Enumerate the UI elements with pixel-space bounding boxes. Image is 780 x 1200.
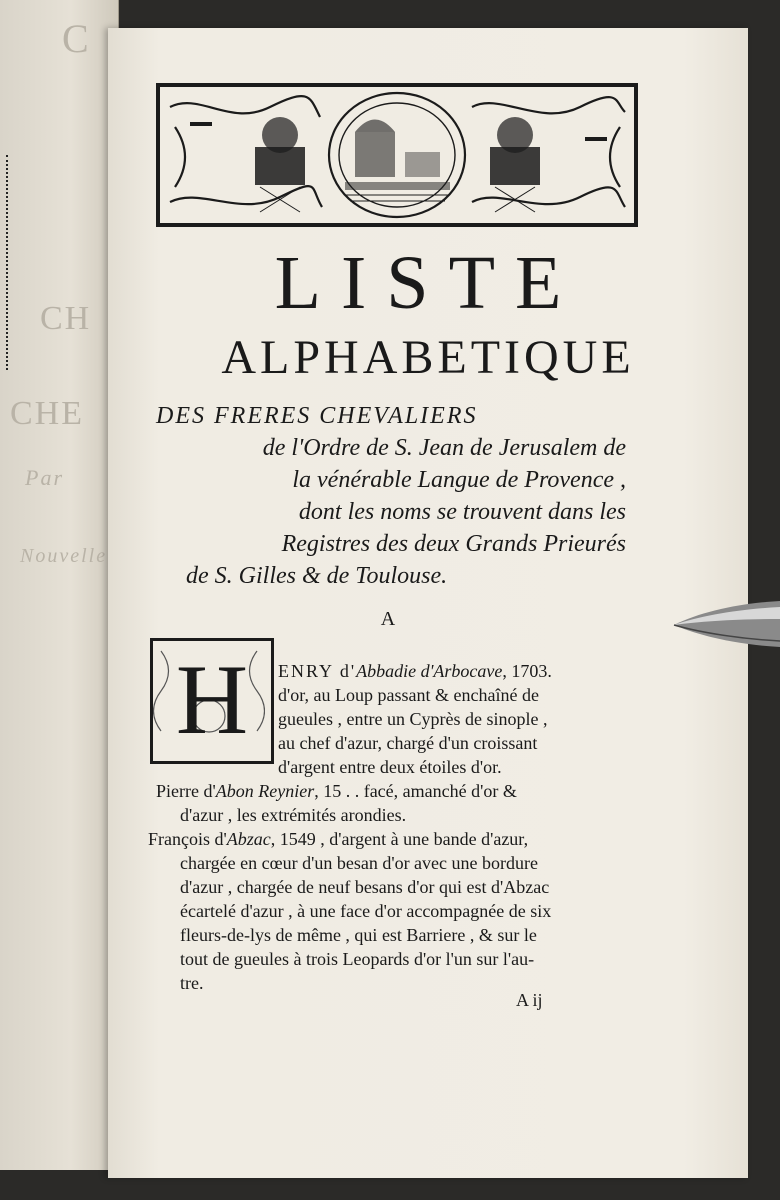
ghost-text-4: Par: [25, 465, 64, 490]
entry-1-line-4: au chef d'azur, chargé d'un croissant: [278, 733, 538, 753]
ornamental-woodcut-icon: [156, 83, 638, 227]
ghost-text-3: CHE: [10, 395, 84, 432]
entry-1-line-2: d'or, au Loup passant & enchaîné de: [278, 685, 539, 705]
entry-3-line-1: [148, 828, 528, 850]
entry-1-name: Abbadie d'Arbocave: [356, 661, 503, 681]
entry-1-line-1: [278, 660, 552, 682]
entry-1-name-prefix: ENRY d': [278, 661, 357, 681]
ghost-text-2: CH: [40, 300, 92, 337]
subtitle-line-4: dont les noms se trouvent dans les: [298, 499, 626, 525]
entry-2-name: Abon Reynier: [215, 781, 315, 801]
facing-page: [0, 0, 119, 1170]
subtitle-line-6: de S. Gilles & de Toulouse.: [186, 563, 448, 589]
entry-2-line-1: [156, 780, 517, 802]
subtitle-line-2: de l'Ordre de S. Jean de Jerusalem de: [262, 435, 626, 461]
metal-pointer-icon: [672, 597, 780, 651]
entry-3-line-7: tre.: [180, 973, 204, 993]
entry-3-line-6: tout de gueules à trois Leopards d'or l'un sur l'au-: [180, 949, 535, 969]
entry-3-line-3: d'azur , chargée de neuf besans d'or qui est d'Abzac: [180, 877, 550, 897]
entry-3-line-5: fleurs-de-lys de même , qui est Barriere , & sur le: [180, 925, 537, 945]
thread-bookmark: [6, 155, 38, 370]
entry-3-line-4: écartelé d'azur , à une face d'or accompagnée de six: [180, 901, 552, 921]
entry-3-prefix: François d': [148, 829, 227, 849]
entry-1-line-5: d'argent entre deux étoiles d'or.: [278, 757, 502, 777]
signature-mark: A ij: [516, 990, 543, 1010]
subtitle-line-1: DES FRERES CHEVALIERS: [156, 403, 478, 429]
title-line-1: LISTE: [274, 241, 582, 325]
dropcap-icon: [150, 638, 274, 764]
entry-3-line-2: chargée en cœur d'un besan d'or avec une bordure: [180, 853, 538, 873]
entry-2-line-2: d'azur , les extrémités arondies.: [180, 805, 407, 825]
title-line-2: ALPHABETIQUE: [221, 331, 635, 384]
dropcap-letter: H: [175, 644, 249, 755]
book-page: [108, 28, 748, 1178]
entry-1-line-3: gueules , entre un Cyprès de sinople ,: [278, 709, 548, 729]
entry-3-name: Abzac: [226, 829, 271, 849]
ghost-text-5: Nouvelle: [20, 545, 108, 567]
entry-2-rest: , 15 . . facé, amanché d'or &: [314, 781, 517, 801]
section-letter: A: [380, 608, 396, 630]
entry-3-rest: , 1549 , d'argent à une bande d'azur,: [270, 829, 529, 849]
entry-2-prefix: Pierre d': [156, 781, 216, 801]
ghost-text-1: C: [62, 16, 91, 61]
subtitle-line-3: la vénérable Langue de Provence ,: [292, 467, 626, 493]
subtitle-line-5: Registres des deux Grands Prieurés: [281, 531, 626, 557]
subtitle-block: [156, 400, 626, 592]
entry-1-year: , 1703.: [502, 661, 552, 681]
